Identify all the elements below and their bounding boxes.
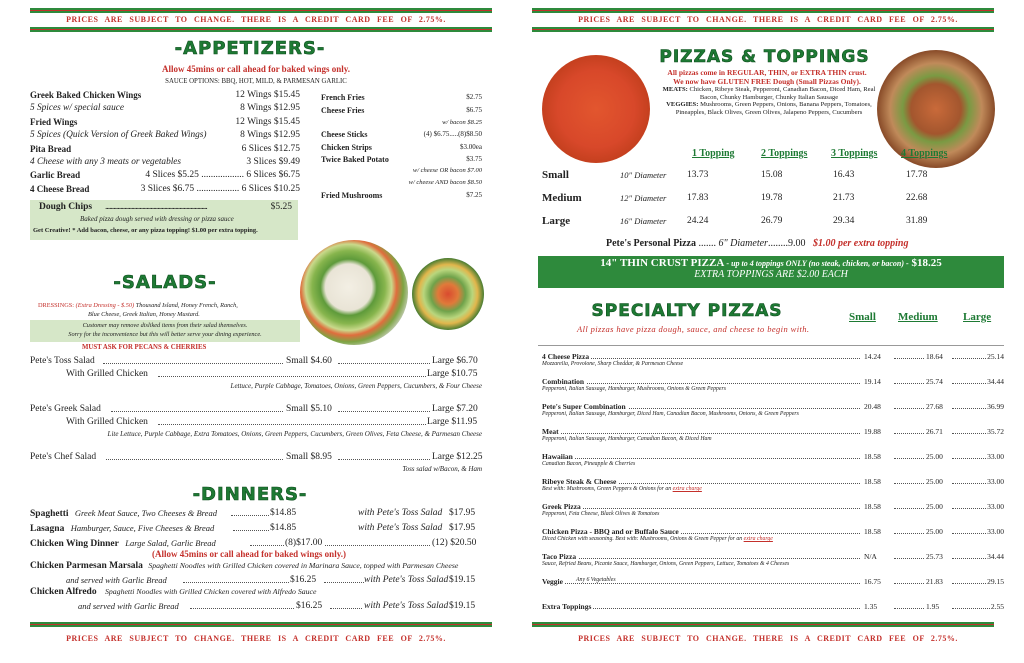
pizza-size-name: Small [542,169,569,181]
side-price: $2.75 [466,93,482,101]
specialty-name: Ribeye Steak & Cheese [542,477,617,486]
alfredo-desc: Spaghetti Noodles with Grilled Chicken covered with Alfredo Sauce [104,587,317,596]
must-ask-note: MUST ASK FOR PECANS & CHERRIES [82,344,207,351]
specialty-desc-text: Pepperoni, Italian Sausage, Hamburger, Mushrooms, Onions & Green Peppers [542,386,726,392]
thin-crust-line [538,257,1004,269]
specialty-price-small: 18.58 [864,502,881,511]
specialty-price-large: 25.14 [987,352,1004,361]
marsala-desc2: and served with Garlic Bread [66,575,167,585]
thin-crust-extra: EXTRA TOPPINGS ARE $2.00 EACH [694,269,848,280]
specialty-price-small: 19.88 [864,427,881,436]
side-option: w/ cheese AND bacon $8.50 [408,179,482,186]
side-name: Chicken Strips [321,143,372,152]
specialty-desc-text: Sauce, Refried Beans, Picante Sauce, Hamburger, Onions, Green Peppers, Lettuce, Tomatoes & 4 Cheeses [542,561,790,567]
leader [330,608,362,609]
meats-list [654,86,884,116]
appetizer-name: Greek Baked Chicken Wings [30,90,142,100]
gluten-note: We now have GLUTEN FREE Dough (Small Pizzas Only). [673,77,861,86]
personal-pizza-diam: 6" Diameter [718,238,768,249]
specialty-price-medium: 26.71 [926,427,943,436]
specialty-name: Taco Pizza [542,552,577,561]
specialty-price-small: N/A [864,552,877,561]
leader [103,363,283,364]
appetizer-name: Garlic Bread [30,170,81,181]
lasagna-desc: Hamburger, Sauce, Five Cheeses & Bread [70,523,215,533]
specialty-name: Chicken Pizza - BBQ and or Buffalo Sauce [542,527,679,536]
pizza-size-diameter: 10" Diameter [620,170,667,180]
greek-salad-desc: Lite Lettuce, Purple Cabbage, Extra Tomatoes, Onions, Green Peppers, Cucumbers, Green Olives, Feta Cheese, & Parmesan Cheese [107,430,482,438]
leader [338,363,430,364]
dressings-extra: (Extra Dressing - $.50) [75,302,135,309]
salad-bowl-photo [412,258,484,330]
lasagna-with-price: $17.95 [449,523,476,533]
specialty-name: Hawaiian [542,452,573,461]
removal-line2: Sorry for the inconvenience but this will better serve your dining experience. [68,331,262,338]
leader [952,583,990,584]
price-notice-bottom: PRICES ARE SUBJECT TO CHANGE. THERE IS A CREDIT CARD FEE OF 2.75%. [66,634,446,643]
specialty-desc-text: Best with: Mushrooms, Green Peppers & Onions for an [542,486,672,492]
leader [542,433,860,434]
pizza-size-price: 13.73 [687,170,709,180]
appetizer-name: 5 Spices (Quick Version of Greek Baked Wings) [30,130,207,141]
leader [952,608,990,609]
side-name: Cheese Fries [321,106,365,115]
extra-charge-link[interactable]: extra charge [672,486,702,492]
side-price: $3.75 [466,155,482,163]
appetizer-name: 4 Cheese Bread [30,183,90,194]
leader [111,411,283,412]
removal-box [30,320,300,342]
dressings-line2: Blue Cheese, Greek Italian, Honey Mustard. [88,311,200,318]
alfredo-with-price: $19.15 [449,601,476,611]
specialty-desc [542,536,773,542]
leader [338,411,430,412]
greek-salad-large: Large $7.20 [432,404,478,414]
leader [952,458,990,459]
side-name: Twice Baked Potato [321,155,389,164]
extra-charge-link[interactable]: extra charge [743,536,773,542]
toss-salad-large: Large $6.70 [432,356,478,366]
spaghetti-with: with Pete's Toss Salad [358,508,443,518]
alfredo-price: $16.25 [296,601,323,611]
lasagna-name: Lasagna [30,524,65,534]
price-notice: PRICES ARE SUBJECT TO CHANGE. THERE IS A CREDIT CARD FEE OF 2.75%. [578,15,958,24]
leader [952,508,990,509]
spaghetti-desc: Greek Meat Sauce, Two Cheeses & Bread [74,508,217,518]
specialty-desc [542,436,712,442]
specialty-price-small: 18.58 [864,477,881,486]
greek-chicken-label: With Grilled Chicken [66,417,148,427]
appetizer-name: Pita Bread [30,143,72,154]
leader [542,508,860,509]
wing-dinner-row [30,538,216,549]
appetizer-price: 8 Wings $12.95 [240,130,300,141]
top-stripe [30,8,492,13]
alfredo-row [30,587,316,597]
specialty-name: Meat [542,427,559,436]
dough-chips-price: $5.25 [270,202,292,212]
side-price: $6.75 [466,106,482,114]
specialty-price-medium: 25.00 [926,502,943,511]
leader [952,483,990,484]
specialty-title: SPECIALTY PIZZAS [591,301,783,321]
specialty-name: 4 Cheese Pizza [542,352,590,361]
specialty-desc [542,486,702,492]
appetizer-name: 4 Cheese with any 3 meats or vegetables [30,157,182,167]
dough-chips-desc: Baked pizza dough served with dressing or pizza sauce [80,215,234,223]
marsala-row [30,561,458,571]
topping-column-header: 2 Toppings [761,148,808,159]
price-notice-bottom: PRICES ARE SUBJECT TO CHANGE. THERE IS A CREDIT CARD FEE OF 2.75%. [578,634,958,643]
appetizer-price: 3 Slices $9.49 [246,157,300,167]
specialty-desc-text: Pepperoni, Italian Sausage, Hamburger, Diced Ham, Canadian Bacon, Mushrooms, Onions, & Green Peppers [542,411,799,417]
pizza-size-diameter: 16" Diameter [620,216,667,226]
pizza-size-price: 22.68 [906,193,928,203]
topping-column-header: 1 Topping [692,148,735,159]
specialty-price-small: 18.58 [864,527,881,536]
price-notice: PRICES ARE SUBJECT TO CHANGE. THERE IS A CREDIT CARD FEE OF 2.75%. [66,15,446,24]
pizza-size-price: 17.83 [687,193,709,203]
pizza-size-price: 19.78 [761,193,783,203]
specialty-item [542,552,1004,576]
pizza-size-price: 17.78 [906,170,928,180]
marsala-with: with Pete's Toss Salad [364,575,449,585]
leader [542,458,860,459]
leader [183,582,289,583]
wing-dinner-note: (Allow 45mins or call ahead for baked wings only.) [152,549,346,559]
lasagna-row [30,523,214,534]
side-name: Fried Mushrooms [321,191,383,200]
specialty-name: Veggie [542,577,563,586]
top-stripe [532,8,994,13]
specialty-price-large: 33.00 [987,527,1004,536]
removal-line1: Customer may remove disliked items from their salad themselves. [82,322,248,329]
specialty-price-medium: 1.95 [926,602,940,611]
greek-salad-name: Pete's Greek Salad [30,404,101,414]
pizza-size-diameter: 12" Diameter [620,193,667,203]
specialty-price-medium: 27.68 [926,402,943,411]
specialty-item [542,402,1004,426]
leader [158,376,426,377]
marsala-with-price: $19.15 [449,575,476,585]
top-stripe-lower [532,27,994,32]
specialty-price-small: 20.48 [864,402,881,411]
chef-salad-name: Pete's Chef Salad [30,452,97,462]
personal-pizza-row: Pete's Personal Pizza ....... 6" Diameter........9.00 $1.00 per extra topping [606,238,909,249]
specialty-price-large: 33.00 [987,502,1004,511]
leader [952,358,990,359]
specialty-item [542,477,1004,501]
alfredo-with: with Pete's Toss Salad [364,601,449,611]
alfredo-name: Chicken Alfredo [30,587,97,597]
specialty-name: Pete's Super Combination [542,402,626,411]
specialty-desc [542,561,789,567]
leader [542,383,860,384]
side-price: $7.25 [466,191,482,199]
personal-pizza-name: Pete's Personal Pizza [606,238,696,249]
bottom-stripe [30,622,492,627]
toss-chicken-large: Large $10.75 [427,369,478,379]
meats-label: MEATS: [662,86,688,93]
specialty-price-large: 29.15 [987,577,1004,586]
toss-salad-name: Pete's Toss Salad [30,356,95,366]
specialty-desc-text: Pepperoni, Feta Cheese, Black Olives & Tomatoes [542,511,660,517]
lasagna-with: with Pete's Toss Salad [358,523,443,533]
pizza-size-price: 24.24 [687,216,709,226]
specialty-price-medium: 25.00 [926,452,943,461]
pizzas-title: PIZZAS & TOPPINGS [659,47,870,67]
specialty-item [542,352,1004,376]
spaghetti-price: $14.85 [270,508,297,518]
thin-crust-price: $18.25 [911,257,942,269]
thin-crust-title: 14" THIN CRUST PIZZA [600,257,724,269]
pizza-size-name: Medium [542,192,582,204]
topping-column-header: 4 Toppings [901,148,948,159]
dough-chips-leader: .......................................................................... [105,202,207,212]
leader [952,533,990,534]
alfredo-desc2: and served with Garlic Bread [78,601,179,611]
leader [952,383,990,384]
specialty-desc [576,577,616,583]
wing-dinner-price: (8)$17.00 [285,538,323,548]
specialty-item [542,527,1004,551]
dough-chips-name: Dough Chips [39,202,93,212]
thin-crust-note: - up to 4 toppings ONLY (no steak, chicken, or bacon) - [726,259,909,268]
get-creative-note: Get Creative! * Add bacon, cheese, or any pizza topping! $1.00 per extra topping. [33,227,258,234]
leader [106,459,283,460]
appetizer-name: Fried Wings [30,116,78,127]
specialty-item [542,377,1004,401]
specialty-price-large: 35.72 [987,427,1004,436]
specialty-item [542,502,1004,526]
top-stripe-lower [30,27,492,32]
pizza-size-price: 21.73 [833,193,855,203]
specialty-desc [542,411,799,417]
leader [325,545,430,546]
leader [231,515,269,516]
side-option: w/ cheese OR bacon $7.00 [412,167,482,174]
specialty-desc [542,461,635,467]
appetizer-price: 12 Wings $15.45 [235,116,300,127]
spaghetti-with-price: $17.95 [449,508,476,518]
wings-note: Allow 45mins or call ahead for baked wings only. [162,64,350,74]
marsala-price: $16.25 [290,575,317,585]
pepperoni-pizza-photo [542,55,650,163]
dressings-line1 [38,302,238,309]
chef-salad-desc: Toss salad w/Bacon, & Ham [402,465,482,473]
lasagna-price: $14.85 [270,523,297,533]
specialty-price-large: 34.44 [987,552,1004,561]
specialty-price-small: 16.75 [864,577,881,586]
specialty-item [542,452,1004,476]
dough-chips-box [30,200,298,240]
toss-salad-desc: Lettuce, Purple Cabbage, Tomatoes, Onions, Green Peppers, Cucumbers, & Four Cheese [230,382,482,390]
appetizer-name: 5 Spices w/ special sauce [30,103,124,114]
veggies-label: VEGGIES: [666,101,699,109]
personal-pizza-extra: $1.00 per extra topping [812,238,909,249]
leader [952,408,990,409]
specialty-desc-text: Any 6 Vegetables [576,577,616,583]
toss-salad-small: Small $4.60 [286,356,332,366]
meats-text: Chicken, Ribeye Steak, Pepperoni, Canadian Bacon, Diced Ham, Real Bacon, Chunky Hamburger, Chunky Italian Sausage [689,86,876,101]
specialty-desc [542,511,659,517]
side-name: French Fries [321,93,365,102]
leader [952,433,990,434]
wing-dinner-large: (12) $20.50 [432,538,477,548]
pizza-size-price: 15.08 [761,170,783,180]
greek-salad-small: Small $5.10 [286,404,332,414]
toss-chicken-label: With Grilled Chicken [66,369,148,379]
pizza-size-price: 31.89 [906,216,928,226]
col-large: Large [963,311,992,323]
specialty-desc [542,361,683,367]
specialty-price-medium: 25.00 [926,527,943,536]
specialty-item [542,577,1004,601]
specialty-desc-text: Pepperoni, Italian Sausage, Hamburger, Canadian Bacon, & Diced Ham [542,436,712,442]
leader [233,530,269,531]
spaghetti-row [30,508,217,519]
sauce-options: SAUCE OPTIONS: BBQ, HOT, MILD, & PARMESAN GARLIC [165,78,347,85]
specialty-price-medium: 25.73 [926,552,943,561]
col-small: Small [849,311,876,323]
appetizer-price: 8 Wings $12.95 [240,103,300,114]
appetizers-title: -APPETIZERS- [174,38,326,59]
specialty-desc [542,386,726,392]
appetizer-price: 3 Slices $6.75 .................. 6 Slices $10.25 [140,183,300,194]
pizza-size-name: Large [542,215,571,227]
pizza-size-price: 29.34 [833,216,855,226]
col-medium: Medium [898,311,938,323]
specialty-price-large: 33.00 [987,452,1004,461]
leader [324,582,364,583]
marsala-name: Chicken Parmesan Marsala [30,561,143,571]
salads-title: -SALADS- [113,272,217,293]
spaghetti-name: Spaghetti [30,509,69,519]
specialty-price-large: 36.99 [987,402,1004,411]
specialty-name: Combination [542,377,585,386]
dinners-title: -DINNERS- [192,484,308,505]
pizza-size-price: 16.43 [833,170,855,180]
specialty-desc-text: Diced Chicken with seasoning. Best with: Mushrooms, Onions & Green Pepper for an [542,536,743,542]
wing-dinner-desc: Large Salad, Garlic Bread [125,538,216,548]
specialty-price-small: 19.14 [864,377,881,386]
leader [158,424,426,425]
leader [338,459,430,460]
specialty-desc-text: Mozzarella, Provolone, Sharp Cheddar, & Parmesan Cheese [542,361,684,367]
leader [190,608,294,609]
specialty-name: Extra Toppings [542,602,592,611]
side-price: $3.00ea [460,143,482,151]
appetizer-price: 12 Wings $15.45 [235,90,300,100]
specialty-price-large: 33.00 [987,477,1004,486]
veggies-text: Mushrooms, Green Peppers, Onions, Banana Peppers, Tomatoes, Pineapples, Black Olives, Green Olives, Jalapeno Peppers, Cucumbers [675,101,872,116]
specialty-price-medium: 18.64 [926,352,943,361]
wing-dinner-name: Chicken Wing Dinner [30,539,119,549]
dressings-label: DRESSINGS: [38,302,75,309]
right-menu-page [512,0,1024,663]
thin-crust-banner [538,256,1004,288]
pizza-size-price: 26.79 [761,216,783,226]
specialty-name: Greek Pizza [542,502,581,511]
specialty-desc-text: Canadian Bacon, Pineapple & Cherries [542,461,636,467]
leader [952,558,990,559]
specialty-price-small: 18.58 [864,452,881,461]
specialty-price-large: 2.55 [990,602,1004,611]
specialty-price-large: 34.44 [987,377,1004,386]
leader [542,583,860,584]
bottom-stripe [532,622,994,627]
chef-salad-large: Large $12.25 [432,452,483,462]
side-name: Cheese Sticks [321,130,368,139]
marsala-desc: Spaghetti Noodles with Grilled Chicken covered in Marinara Sauce, topped with Parmesan Cheese [148,561,459,570]
specialty-divider [538,345,1004,346]
leader [542,558,860,559]
dressings-list1: Thousand Island, Honey French, Ranch, [135,302,238,309]
personal-pizza-price: 9.00 [787,238,806,249]
appetizer-price: 6 Slices $12.75 [241,143,300,154]
topping-column-header: 3 Toppings [831,148,878,159]
greek-chicken-large: Large $11.95 [427,417,478,427]
leader [250,545,284,546]
specialty-price-medium: 25.00 [926,477,943,486]
specialty-subtitle: All pizzas have pizza dough, sauce, and cheese to begin with. [577,324,810,334]
chef-salad-small: Small $8.95 [286,452,332,462]
specialty-item [542,427,1004,451]
appetizer-price: 4 Slices $5.25 .................. 6 Slices $6.75 [145,170,300,181]
specialty-price-medium: 25.74 [926,377,943,386]
side-price: (4) $6.75.....(8)$8.50 [423,130,482,138]
specialty-price-medium: 21.83 [926,577,943,586]
side-option: w/ bacon $8.25 [442,119,482,126]
crust-note: All pizzas come in REGULAR, THIN, or EXTRA THIN crust. [667,68,867,77]
specialty-price-small: 14.24 [864,352,881,361]
salad-plate-photo [300,240,408,345]
specialty-price-small: 1.35 [864,602,878,611]
